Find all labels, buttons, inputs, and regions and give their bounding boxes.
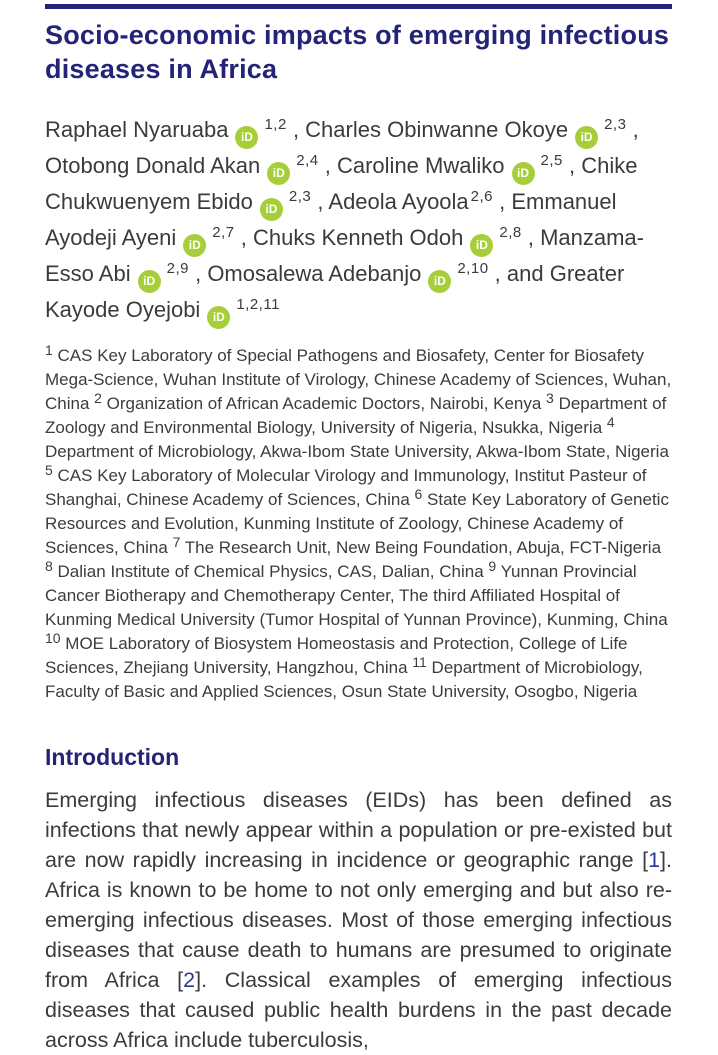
- introduction-paragraph: Emerging infectious diseases (EIDs) has been defined as infections that newly appear within a population or pre-existed but are now rapidly increasing in incidence or geographic range [1]. Africa is known to be home to not only emerging and but also re-emerging infectious diseases. Most of those emerging infectious diseases that cause death to humans are presumed to originate from Africa [2]. Classical examples of emerging infectious diseases that caused public health burdens in the past decade across Africa include tuberculosis,: [45, 788, 672, 1052]
- affiliation-number: 6: [414, 486, 423, 502]
- author-name: Greater Kayode Oyejobi: [45, 261, 625, 322]
- author: and Greater Kayode Oyejobi iD$^{1,2,11}$: [45, 261, 624, 322]
- author-affiliation-numbers: 2,9: [166, 260, 189, 277]
- orcid-icon[interactable]: iD: [235, 126, 258, 149]
- author-name: Chuks Kenneth Odoh: [253, 225, 464, 250]
- affiliation-text: Department of Microbiology, Akwa-Ibom State University, Akwa-Ibom State, Nigeria: [45, 442, 669, 461]
- author: [328, 189, 493, 214]
- citation-link[interactable]: 2: [183, 968, 196, 992]
- author: [305, 117, 626, 142]
- affiliation-number: 5: [45, 462, 53, 478]
- author: [45, 153, 319, 178]
- orcid-icon[interactable]: iD: [183, 234, 206, 257]
- affiliation-number: 9: [488, 558, 497, 574]
- affiliation-number: 2: [94, 390, 102, 406]
- author: [207, 261, 488, 286]
- author-name: Chike Chukwuenyem Ebido: [45, 153, 638, 214]
- section-heading-introduction: Introduction: [45, 744, 180, 770]
- author: [253, 225, 522, 250]
- author-name: Raphael Nyaruaba: [45, 117, 229, 142]
- orcid-icon[interactable]: iD: [138, 270, 161, 293]
- author-name: Omosalewa Adebanjo: [207, 261, 422, 286]
- citation-link[interactable]: 1: [648, 848, 661, 872]
- author: [337, 153, 563, 178]
- author-name: Adeola Ayoola: [328, 189, 469, 214]
- orcid-icon[interactable]: iD: [207, 306, 230, 329]
- affiliation-text: Yunnan Provincial Cancer Biotherapy and Chemotherapy Center, The third Affiliated Hospital of Kunming Medical University (Tumor Hospital of Yunnan Province), Kunming, China: [45, 562, 668, 629]
- author: [45, 117, 287, 142]
- author-affiliation-numbers: 2,10: [457, 260, 489, 277]
- author-affiliation-numbers: 2,4: [296, 152, 319, 169]
- affiliation-text: State Key Laboratory of Genetic Resources and Evolution, Kunming Institute of Zoology, Chinese Academy of Sciences, China: [45, 490, 669, 557]
- affiliation-number: 1: [45, 342, 53, 358]
- author-affiliation-numbers: 2,7: [212, 224, 235, 241]
- affiliation-list: [45, 344, 672, 704]
- orcid-icon[interactable]: iD: [512, 162, 535, 185]
- orcid-icon[interactable]: iD: [575, 126, 598, 149]
- orcid-icon[interactable]: iD: [260, 198, 283, 221]
- author-affiliation-numbers: 1,2,11: [236, 296, 280, 313]
- affiliation-number: 8: [45, 558, 53, 574]
- affiliation-number: 11: [412, 654, 427, 670]
- affiliation-number: 3: [546, 390, 554, 406]
- affiliation-number: 7: [172, 534, 181, 550]
- author-name: Emmanuel Ayodeji Ayeni: [45, 189, 617, 250]
- affiliation-text: The Research Unit, New Being Foundation, Abuja, FCT-Nigeria: [180, 538, 662, 557]
- affiliation-text: Organization of African Academic Doctors, Nairobi, Kenya: [101, 394, 547, 413]
- affiliation-text: MOE Laboratory of Biosystem Homeostasis and Protection, College of Life Sciences, Zhejiang University, Hangzhou, China: [45, 634, 628, 677]
- author-affiliation-numbers: 2,5: [540, 152, 563, 169]
- affiliation-text: Department of Zoology and Environmental Biology, University of Nigeria, Nsukka, Nigeria: [45, 394, 667, 437]
- orcid-icon[interactable]: iD: [267, 162, 290, 185]
- author-name: Caroline Mwaliko: [336, 153, 505, 178]
- affiliation-text: CAS Key Laboratory of Molecular Virology and Immunology, Institut Pasteur of Shanghai, Chinese Academy of Sciences, China: [45, 466, 647, 509]
- author-name: Otobong Donald Akan: [45, 153, 261, 178]
- affiliation-number: 4: [606, 414, 615, 430]
- affiliation-number: 10: [45, 630, 61, 646]
- orcid-icon[interactable]: iD: [428, 270, 451, 293]
- title-rule: [45, 4, 672, 9]
- author-affiliation-numbers: 2,6: [470, 188, 494, 205]
- affiliation-text: Dalian Institute of Chemical Physics, CAS, Dalian, China: [52, 562, 489, 581]
- author-list: Raphael Nyaruaba iD$^{1,2}$ , Charles Obinwanne Okoye iD$^{2,3}$ , Otobong Donald Akan iD$^{2,4}$ , Caroline Mwaliko iD$^{2,5}$ , Chike Chukwuenyem Ebido iD$^{2,3}$ , Adeola Ayoola $^{2,6}$ , Emmanuel Ayodeji Ayeni iD$^{2,7}$ , Chuks Kenneth Odoh iD$^{2,8}$ , Manzama-Esso Abi iD$^{2,9}$ , Omosalewa Adebanjo iD$^{2,10}$ , and Greater Kayode Oyejobi iD$^{1,2,11}$: [45, 113, 672, 329]
- author-affiliation-numbers: 2,3: [604, 116, 627, 133]
- author-name: Manzama-Esso Abi: [45, 225, 644, 286]
- affiliation-text: Department of Microbiology, Faculty of Basic and Applied Sciences, Osun State University, Osogbo, Nigeria: [45, 658, 643, 701]
- author-affiliation-numbers: 1,2: [264, 116, 287, 133]
- article-title: Socio-economic impacts of emerging infectious diseases in Africa: [45, 20, 670, 84]
- author-name: Charles Obinwanne Okoye: [305, 117, 569, 142]
- orcid-icon[interactable]: iD: [470, 234, 493, 257]
- author-affiliation-numbers: 2,8: [499, 224, 522, 241]
- affiliation-text: CAS Key Laboratory of Special Pathogens and Biosafety, Center for Biosafety Mega-Science, Wuhan Institute of Virology, Chinese Academy of Sciences, Wuhan, China: [45, 346, 672, 413]
- author-affiliation-numbers: 2,3: [288, 188, 312, 205]
